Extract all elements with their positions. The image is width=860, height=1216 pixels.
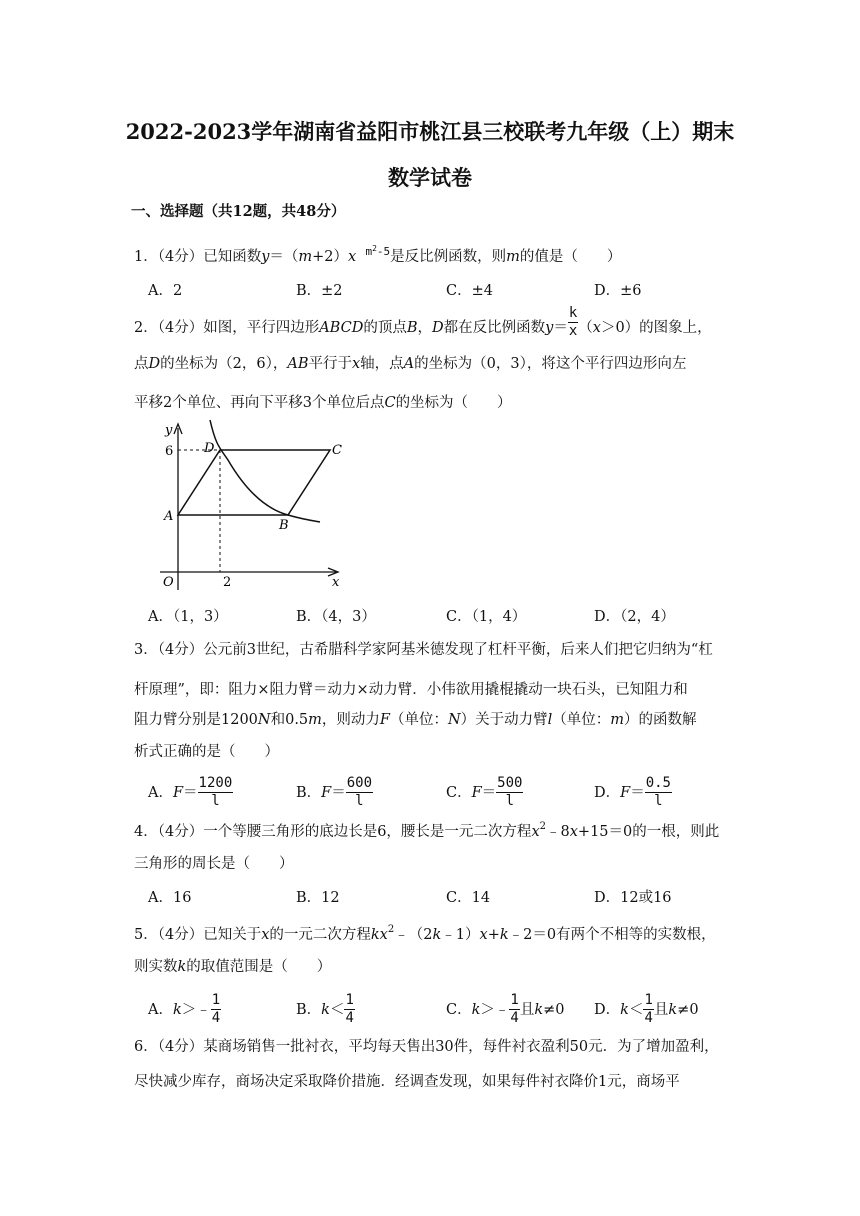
label-six: 6: [165, 444, 174, 459]
fraction-option-c: $\frac{500}{l}$: [497, 775, 523, 810]
label-d: D: [204, 441, 215, 456]
question-5-option-d: D．k＜ $\frac{1}{4}$ 且k≠0: [594, 992, 699, 1027]
exam-title-line1: 2022-2023学年湖南省益阳市桃江县三校联考九年级（上）期末: [125, 119, 735, 144]
label-o: O: [163, 575, 174, 590]
fraction-option-a: $\frac{1200}{l}$: [198, 775, 233, 810]
fraction-option-d: $\frac{0.5}{l}$: [645, 775, 671, 810]
question-1-option-c: C．±4: [446, 283, 493, 299]
label-two: 2: [223, 575, 232, 590]
question-3-stem-line1: 3．（4分）公元前3世纪，古希腊科学家阿基米德发现了杠杆平衡，后来人们把它归纳为“杠: [134, 642, 713, 658]
question-3-stem-line2: 杆原理”，即：阻力×阻力臂＝动力×动力臂．小伟欲用撬棍撬动一块石头，已知阻力和: [134, 682, 688, 698]
question-5-stem-line1: 5．（4分）已知关于x的一元二次方程$kx^2﹣(2k﹣1)x+k﹣2=0$有两个不相等的实数根，: [134, 924, 716, 943]
question-5-option-a: A．k＞﹣ $\frac{1}{4}$: [148, 992, 221, 1027]
question-1-stem: 1．（4分）已知函数y＝（m+2）x $^{m^2-5}$是反比例函数，则m的值是（ ）: [134, 244, 622, 265]
label-x: x: [332, 575, 340, 590]
fraction-option-b: $\frac{600}{l}$: [346, 775, 373, 810]
hyperbola-curve: [210, 420, 320, 522]
question-4-option-c: C．14: [446, 890, 491, 906]
question-2-stem-line3: 平移2个单位、再向下平移3个单位后点C的坐标为（ ）: [134, 395, 512, 411]
question-4-option-b: B．12: [296, 890, 340, 906]
question-1-option-d: D．±6: [594, 283, 642, 299]
question-3-stem-line3: 阻力臂分别是1200N和0.5m，则动力F（单位：N）关于动力臂l（单位：m）的函数解: [134, 712, 697, 728]
question-5-stem-line2: 则实数k的取值范围是（ ）: [134, 959, 332, 975]
question-3-option-a: A．F＝ $\frac{1200}{l}$: [148, 775, 233, 810]
question-2-option-b: B．（4，3）: [296, 609, 376, 625]
question-6-stem-line1: 6．（4分）某商场销售一批衬衣，平均每天售出30件，每件衬衣盈利50元．为了增加盈利，: [134, 1039, 719, 1055]
fraction-5a: $\frac{1}{4}$: [211, 992, 221, 1027]
exam-title-line2: 数学试卷: [388, 165, 472, 190]
label-c: C: [332, 443, 342, 458]
question-4-option-a: A．16: [148, 890, 192, 906]
question-4-stem-line1: 4．（4分）一个等腰三角形的底边长是6，腰长是一元二次方程$x^2﹣8x+15=0$的一根，则此: [134, 821, 720, 840]
question-3-option-d: D．F＝ $\frac{0.5}{l}$: [594, 775, 671, 810]
question-2-stem-line1: 2．（4分）如图，平行四边形ABCD的顶点B，D都在反比例函数y＝ $\frac{k}{x}$ （x＞0）的图象上，: [134, 305, 712, 340]
label-y: y: [165, 423, 173, 438]
label-a: A: [164, 509, 174, 524]
question-1-option-a: A．2: [148, 283, 183, 299]
question-5-option-c: C．k＞﹣ $\frac{1}{4}$ 且k≠0: [446, 992, 565, 1027]
fraction-5d: $\frac{1}{4}$: [644, 992, 653, 1027]
question-1-option-b: B．±2: [296, 283, 343, 299]
question-2-option-d: D．（2，4）: [594, 609, 675, 625]
section-heading: 一、选择题（共12题，共48分）: [131, 203, 346, 220]
parallelogram-abcd: [178, 450, 330, 515]
question-2-stem-line2: 点D的坐标为（2，6），AB平行于x轴，点A的坐标为（0，3），将这个平行四边形向左: [134, 356, 687, 372]
question-4-stem-line2: 三角形的周长是（ ）: [134, 856, 294, 872]
question-2-option-a: A．（1，3）: [148, 609, 228, 625]
question-5-option-b: B．k＜ $\frac{1}{4}$: [296, 992, 354, 1027]
question-6-stem-line2: 尽快减少库存，商场决定采取降价措施．经调查发现，如果每件衬衣降价1元，商场平: [134, 1074, 680, 1090]
question-3-stem-line4: 析式正确的是（ ）: [134, 744, 279, 760]
question-2-option-c: C．（1，4）: [446, 609, 527, 625]
fraction-k-over-x: $\frac{k}{x}$: [568, 305, 578, 340]
label-b: B: [279, 518, 289, 533]
fraction-5c: $\frac{1}{4}$: [510, 992, 519, 1027]
parallelogram-figure: [146, 418, 346, 594]
question-3-option-b: B．F＝ $\frac{600}{l}$: [296, 775, 373, 810]
question-4-option-d: D．12或16: [594, 890, 672, 906]
question-3-option-c: C．F＝ $\frac{500}{l}$: [446, 775, 523, 810]
fraction-5b: $\frac{1}{4}$: [345, 992, 354, 1027]
